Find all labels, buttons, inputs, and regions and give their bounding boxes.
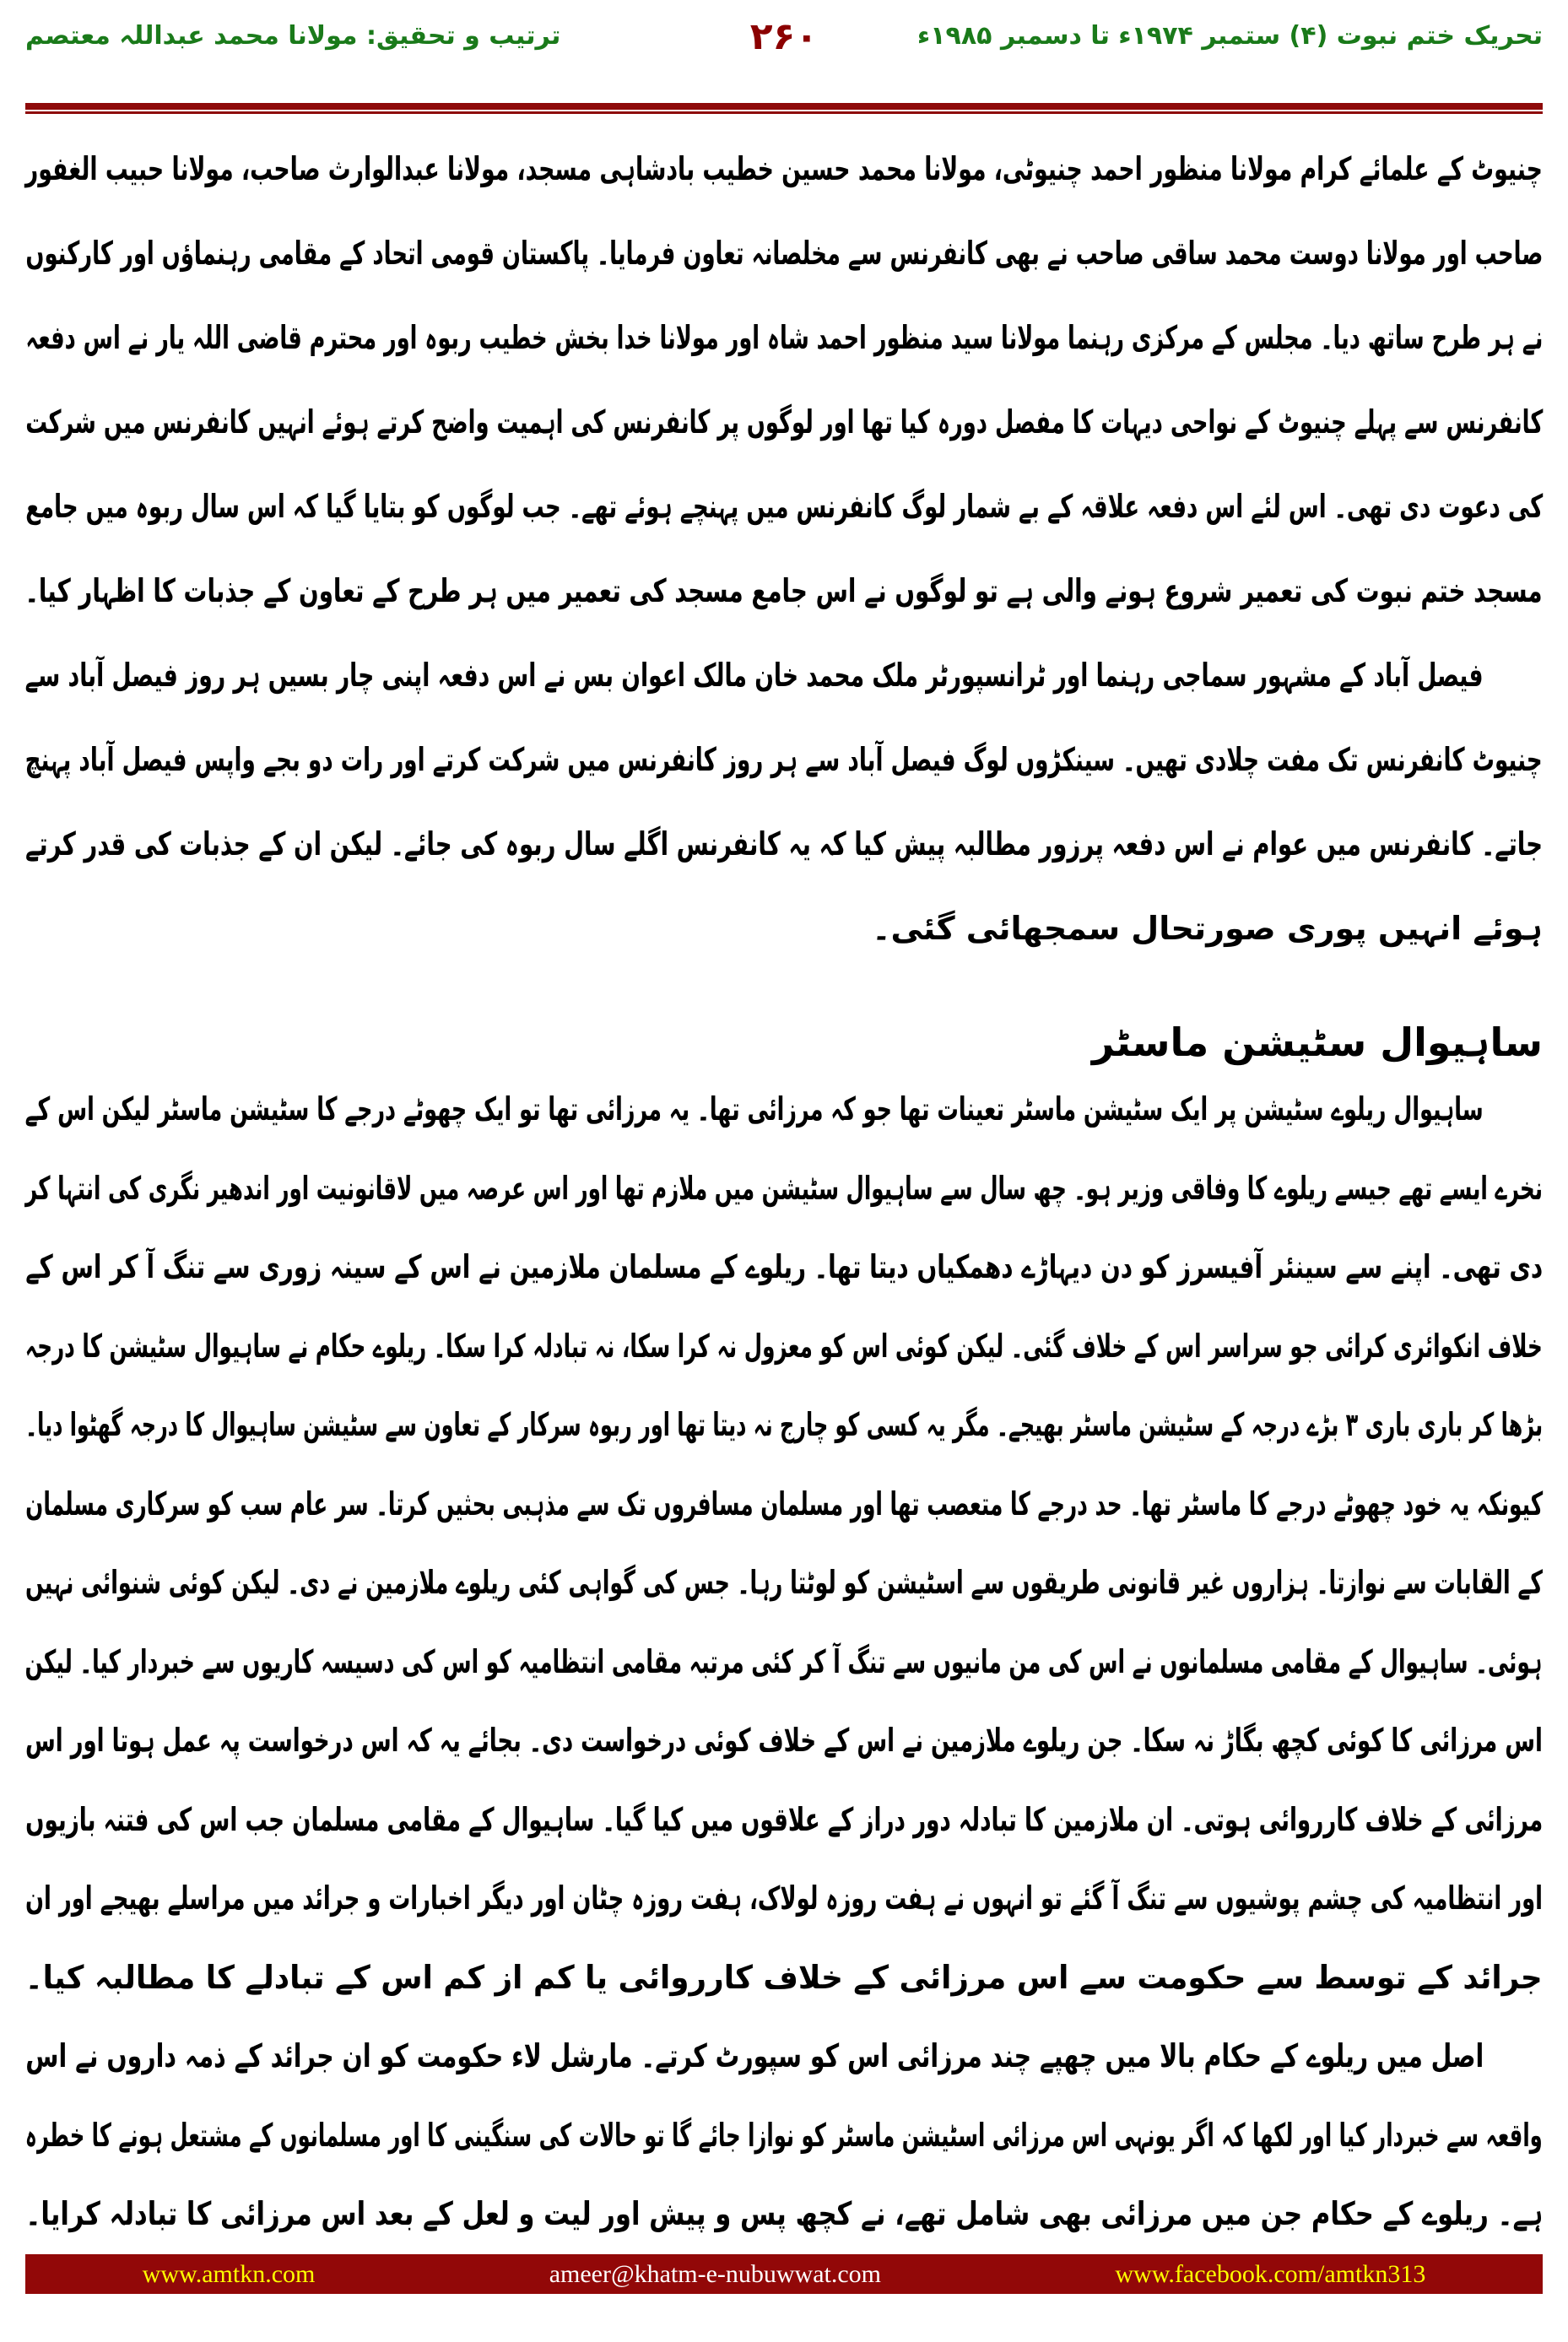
text-line: کانفرنس سے پہلے چنیوٹ کے نواحی دیہات کا مفصل دورہ کیا تھا اور لوگوں پر کانفرنس کی اہمیت واضح کرتے ہوئے انہیں کانفرنس میں شرکت — [24, 403, 1543, 441]
website-link[interactable]: www.amtkn.com — [142, 2259, 316, 2288]
body-section-2 — [25, 1070, 1543, 2254]
section-heading: ساہیوال سٹیشن ماسٹر — [1091, 1020, 1543, 1065]
text-line: واقعہ سے خبردار کیا اور لکھا کہ اگر یونہی اس مرزائی اسٹیشن ماسٹر کو نوازا جائے گا تو حالات کی سنگینی کا اور مسلمانوں کے مشتعل ہونے کا خطرہ — [25, 2116, 1543, 2154]
header-rule-thin — [25, 111, 1543, 114]
footer-bar — [25, 2254, 1543, 2294]
text-line: دی تھی۔ اپنے سے سینئر آفیسرز کو دن دیہاڑے دھمکیاں دیتا تھا۔ ریلوے کے مسلمان ملازمین نے اس کے سینہ زوری سے تنگ آ کر اس کے — [25, 1248, 1543, 1285]
header-rule-thick — [25, 103, 1543, 110]
page-number: ۲۶۰ — [749, 15, 819, 58]
text-line: صاحب اور مولانا دوست محمد ساقی صاحب نے بھی کانفرنس سے مخلصانہ تعاون فرمایا۔ پاکستان قومی اتحاد کے مقامی رہنماؤں اور کارکنوں — [25, 235, 1543, 272]
text-line: جرائد کے توسط سے حکومت سے اس مرزائی کے خلاف کارروائی یا کم از کم اس کے تبادلے کا مطالبہ کیا۔ — [25, 1958, 1543, 1996]
text-line: کیونکہ یہ خود چھوٹے درجے کا ماسٹر تھا۔ حد درجے کا متعصب تھا اور مسلمان مسافروں تک سے مذہبی بحثیں کرتا۔ سر عام سب کو سرکاری مسلمان — [25, 1485, 1543, 1523]
text-line: چنیوٹ کانفرنس تک مفت چلادی تھیں۔ سینکڑوں لوگ فیصل آباد سے ہر روز کانفرنس میں شرکت کرتے اور رات دو بجے واپس فیصل آباد پہنچ — [25, 741, 1543, 778]
text-line: فیصل آباد کے مشہور سماجی رہنما اور ٹرانسپورٹر ملک محمد خان مالک اعوان بس نے اس دفعہ اپنی چار بسیں ہر روز فیصل آباد سے — [25, 657, 1484, 694]
text-line: ہوئے انہیں پوری صورتحال سمجھائی گئی۔ — [872, 910, 1543, 947]
text-line: نے ہر طرح ساتھ دیا۔ مجلس کے مرکزی رہنما مولانا سید منظور احمد شاہ اور مولانا خدا بخش خطیب ربوہ اور محترم قاضی اللہ یار نے اس دفعہ — [24, 319, 1543, 356]
text-line: اور انتظامیہ کی چشم پوشیوں سے تنگ آ گئے تو انہوں نے ہفت روزہ لولاک، ہفت روزہ چٹان اور دیگر اخبارات و جرائد میں مراسلے بھیجے اور ان — [25, 1880, 1543, 1917]
text-line: کے القابات سے نوازتا۔ ہزاروں غیر قانونی طریقوں سے اسٹیشن کو لوٹتا رہا۔ جس کی گواہی کئی ریلوے ملازمین نے دی۔ لیکن کوئی شنوائی نہیں — [25, 1564, 1543, 1601]
facebook-link[interactable]: www.facebook.com/amtkn313 — [1115, 2259, 1426, 2288]
text-line: ہے۔ ریلوے کے حکام جن میں مرزائی بھی شامل تھے، نے کچھ پس و پیش اور لیت و لعل کے بعد اس مرزائی کا تبادلہ کرایا۔ — [25, 2195, 1543, 2232]
text-line: اس مرزائی کا کوئی کچھ بگاڑ نہ سکا۔ جن ریلوے ملازمین نے اس کے خلاف کوئی درخواست دی۔ بجائے یہ کہ اس درخواست پہ عمل ہوتا اور اس — [25, 1722, 1543, 1759]
text-line: جاتے۔ کانفرنس میں عوام نے اس دفعہ پرزور مطالبہ پیش کیا کہ یہ کانفرنس اگلے سال ربوہ کی جائے۔ لیکن ان کے جذبات کی قدر کرتے — [25, 825, 1543, 863]
text-line: چنیوٹ کے علمائے کرام مولانا منظور احمد چنیوٹی، مولانا محمد حسین خطیب بادشاہی مسجد، مولانا عبدالوارث صاحب، مولانا حبیب الغفور — [25, 150, 1543, 187]
text-line: بڑھا کر باری باری ۳ بڑے درجہ کے سٹیشن ماسٹر بھیجے۔ مگر یہ کسی کو چارج نہ دیتا تھا اور ربوہ سرکار کے تعاون سے سٹیشن ساہیوال کا درجہ گھٹوا دیا۔ — [25, 1406, 1543, 1443]
body-section-1 — [25, 127, 1543, 971]
text-line: مرزائی کے خلاف کارروائی ہوتی۔ ان ملازمین کا تبادلہ دور دراز کے علاقوں میں کیا گیا۔ ساہیوال کے مقامی مسلمان جب اس کی فتنہ بازیوں — [25, 1800, 1543, 1838]
email-link[interactable]: ameer@khatm-e-nubuwwat.com — [549, 2259, 882, 2288]
text-line: اصل میں ریلوے کے حکام بالا میں چھپے چند مرزائی اس کو سپورٹ کرتے۔ مارشل لاء حکومت کو ان جرائد کے ذمہ داروں نے اس — [25, 2037, 1484, 2074]
compiler-credit: ترتیب و تحقیق: مولانا محمد عبداللہ معتصم — [25, 21, 561, 51]
text-line: خلاف انکوائری کرائی جو سراسر اس کے خلاف گئی۔ لیکن کوئی اس کو معزول نہ کرا سکا، نہ تبادلہ کرا سکا۔ ریلوے حکام نے ساہیوال سٹیشن کا درجہ — [25, 1327, 1543, 1365]
book-title: تحریک ختم نبوت (۴) ستمبر ۱۹۷۴ء تا دسمبر ۱۹۸۵ء — [916, 21, 1543, 51]
text-line: مسجد ختم نبوت کی تعمیر شروع ہونے والی ہے تو لوگوں نے اس جامع مسجد کی تعمیر میں ہر طرح کے تعاون کے جذبات کا اظہار کیا۔ — [24, 572, 1543, 609]
text-line: نخرے ایسے تھے جیسے ریلوے کا وفاقی وزیر ہو۔ چھ سال سے ساہیوال سٹیشن میں ملازم تھا اور اس عرصہ میں لاقانونیت اور اندھیر نگری کی انتہا کر — [25, 1169, 1543, 1207]
text-line: ہوئی۔ ساہیوال کے مقامی مسلمانوں نے اس کی من مانیوں سے تنگ آ کر کئی مرتبہ مقامی انتظامیہ کو اس کی دسیسہ کاریوں سے خبردار کیا۔ لیکن — [24, 1642, 1543, 1680]
text-line: ساہیوال ریلوے سٹیشن پر ایک سٹیشن ماسٹر تعینات تھا جو کہ مرزائی تھا۔ یہ مرزائی تھا تو ایک چھوٹے درجے کا سٹیشن ماسٹر لیکن اس کے — [25, 1090, 1484, 1128]
text-line: کی دعوت دی تھی۔ اس لئے اس دفعہ علاقہ کے بے شمار لوگ کانفرنس میں پہنچے ہوئے تھے۔ جب لوگوں کو بتایا گیا کہ اس سال ربوہ میں جامع — [25, 488, 1543, 525]
